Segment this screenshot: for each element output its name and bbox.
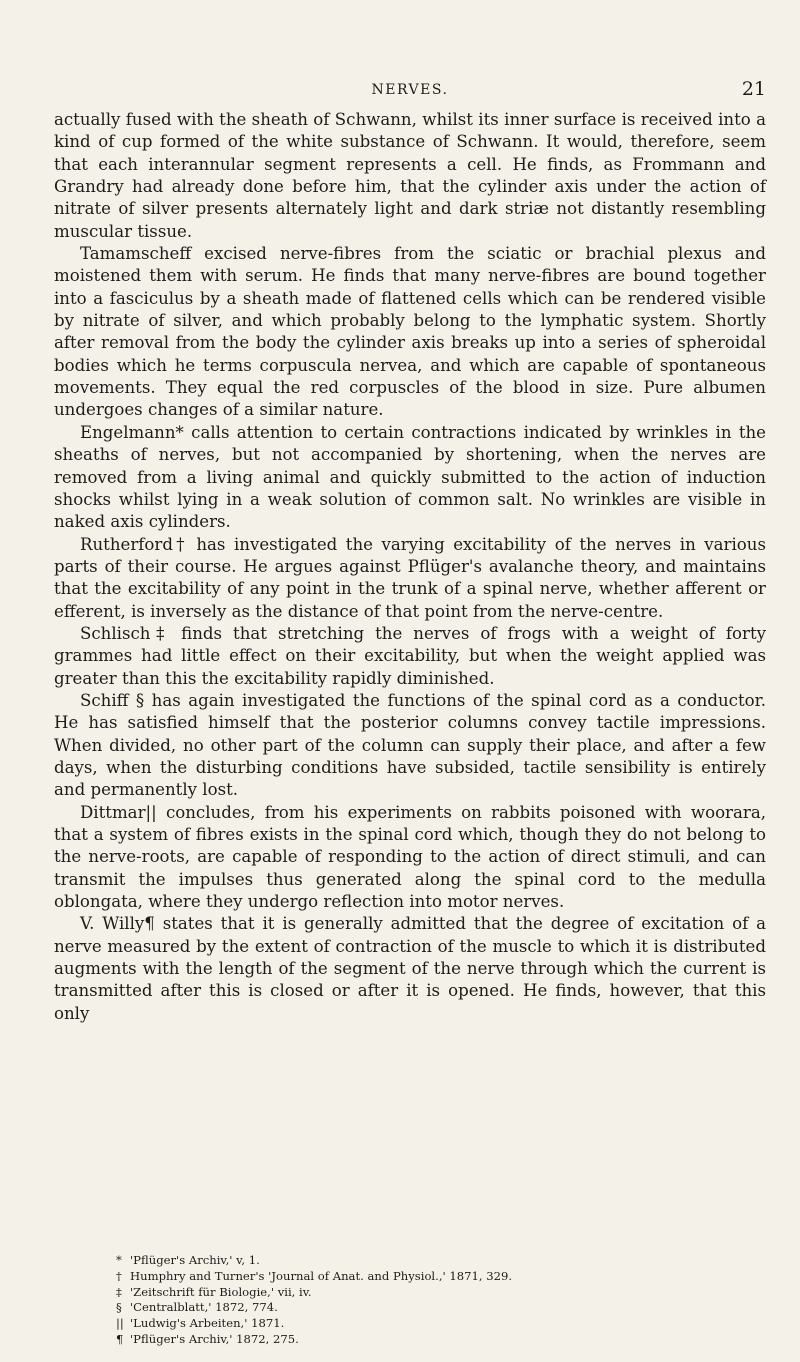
paragraph-schlisch: Schlisch‡ finds that stretching the nerves of frogs with a weight of forty grammes had little effect on their excitability, but when the weight applied was greater than this the excitability rapidly diminished. bbox=[54, 623, 766, 688]
footnote-mark: ‡ bbox=[116, 1284, 122, 1299]
footnote bbox=[116, 1332, 756, 1348]
footnote bbox=[116, 1253, 756, 1269]
paragraph-dittmar: Dittmar|| concludes, from his experiments on rabbits poisoned with woorara, that a system of fibres exists in the spinal cord which, though they do not belong to the nerve-roots, are capable of responding to the action of direct stimuli, and can transmit the impulses thus generated along the spinal cord to the medulla oblongata, where they undergo reflection into motor nerves. bbox=[54, 802, 766, 912]
footnote-text: 'Centralblatt,' 1872, 774. bbox=[130, 1300, 278, 1315]
book-page bbox=[54, 0, 766, 1362]
footnote-text: 'Pflüger's Archiv,' v, 1. bbox=[130, 1253, 260, 1267]
paragraph-rutherford: Rutherford† has investigated the varying excitability of the nerves in various parts of their course. He argues against Pflüger's avalanche theory, and maintains that the excitability of any point in the trunk of a spinal nerve, whether afferent or efferent, is inversely as the distance of that point from the nerve-centre. bbox=[54, 534, 766, 621]
body-text bbox=[54, 109, 766, 1025]
footnote bbox=[116, 1300, 756, 1316]
footnote bbox=[116, 1316, 756, 1332]
footnote-mark: || bbox=[116, 1316, 124, 1331]
paragraph-tamamscheff: Tamamscheff excised nerve-fibres from the sciatic or brachial plexus and moistened them with serum. He finds that many nerve-fibres are bound together into a fasciculus by a sheath made of flattened cells which can be rendered visible by nitrate of silver, and which probably belong to the lymphatic system. Shortly after removal from the body the cylinder axis breaks up into a series of spheroidal bodies which he terms corpuscula nervea, and which are capable of spontaneous movements. They equal the red corpuscles of the blood in size. Pure albumen undergoes changes of a similar nature. bbox=[54, 244, 766, 420]
running-head bbox=[54, 0, 766, 100]
footnotes bbox=[116, 1253, 756, 1348]
paragraph-schiff: Schiff § has again investigated the functions of the spinal cord as a conductor. He has satisfied himself that the posterior columns convey tactile impressions. When divided, no other part of the column can supply their place, and after a few days, when the disturbing conditions have subsided, tactile sensibility is entirely and permanently lost. bbox=[54, 690, 766, 800]
footnote bbox=[116, 1269, 756, 1285]
footnote-text: 'Ludwig's Arbeiten,' 1871. bbox=[130, 1316, 285, 1331]
footnote bbox=[116, 1285, 756, 1301]
footnote-mark: ¶ bbox=[116, 1331, 124, 1346]
paragraph-engelmann: Engelmann* calls attention to certain contractions indicated by wrinkles in the sheaths of nerves, but not accompanied by shortening, when the nerves are removed from a living animal and quickly submitted to the action of induction shocks whilst lying in a weak solution of common salt. No wrinkles are visible in naked axis cylinders. bbox=[54, 422, 766, 532]
footnote-text: 'Pflüger's Archiv,' 1872, 275. bbox=[130, 1331, 299, 1346]
footnote-mark: * bbox=[116, 1253, 122, 1267]
footnote-text: 'Zeitschrift für Biologie,' vii, iv. bbox=[130, 1284, 312, 1299]
paragraph-willy: V. Willy¶ states that it is generally admitted that the degree of excitation of a nerve measured by the extent of contraction of the muscle to which it is distributed augments with the length of the segment of the nerve through which the current is transmitted after this is closed or after it is opened. He finds, however, that this only bbox=[54, 914, 766, 1023]
footnote-mark: † bbox=[116, 1268, 122, 1283]
page-number: 21 bbox=[741, 78, 766, 100]
footnote-mark: § bbox=[116, 1300, 122, 1315]
paragraph-continuation: actually fused with the sheath of Schwann, whilst its inner surface is received into a kind of cup formed of the white substance of Schwann. It would, therefore, seem that each interannular segment represents a cell. He finds, as Frommann and Grandry had already done before him, that the cylinder axis under the action of nitrate of silver presents alternately light and dark striæ not distantly resembling muscular tissue. bbox=[54, 110, 766, 241]
footnote-text: Humphry and Turner's 'Journal of Anat. and Physiol.,' 1871, 329. bbox=[130, 1268, 513, 1283]
running-title: NERVES. bbox=[371, 82, 449, 98]
